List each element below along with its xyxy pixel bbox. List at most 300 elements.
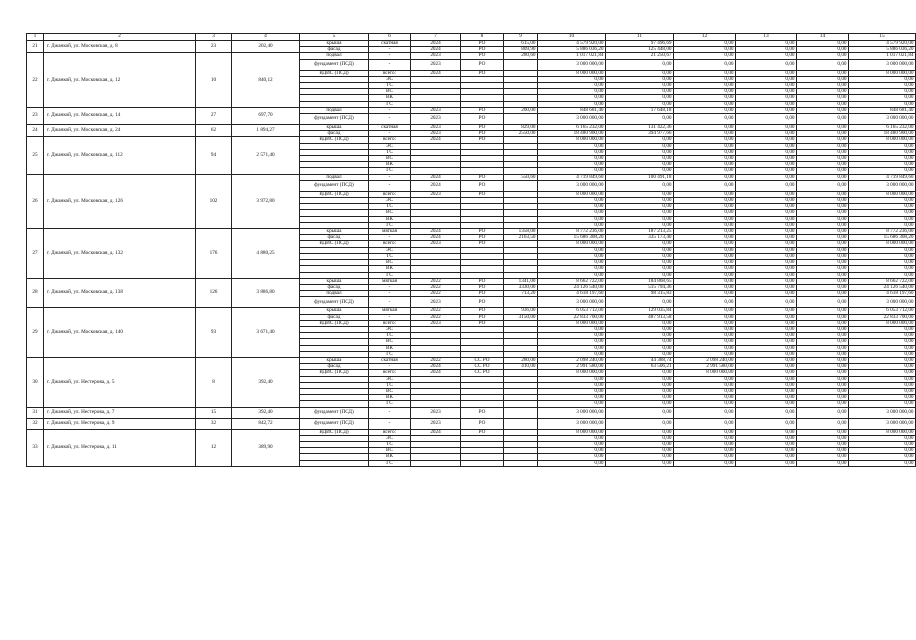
value-cell: 0,00 <box>849 345 916 351</box>
value-cell: 3 000 000,00 <box>538 59 606 70</box>
column-header: 1 <box>27 34 44 41</box>
value-cell: ГС <box>369 351 411 357</box>
value-cell: 18 480 900,00 <box>849 131 916 137</box>
value-cell: 0,00 <box>606 114 674 125</box>
value-cell: ВС <box>369 260 411 266</box>
value-cell: 0,00 <box>797 454 849 460</box>
value-cell: 0,00 <box>674 351 736 357</box>
value-cell: 0,00 <box>674 235 736 241</box>
value-cell: - <box>369 291 411 297</box>
value-cell: 0,00 <box>606 216 674 222</box>
value-cell: 280,60 <box>504 53 538 59</box>
value-cell: 0,00 <box>797 168 849 174</box>
count-cell: 12 <box>196 429 232 466</box>
value-cell: ГС <box>369 460 411 466</box>
work-type-cell: фундамент (ПСД) <box>300 297 369 308</box>
value-cell: 0,00 <box>849 156 916 162</box>
area-cell: 697,70 <box>232 107 300 124</box>
value-cell: 0,00 <box>797 53 849 59</box>
value-cell: РО <box>461 191 504 197</box>
count-cell: 8 <box>196 357 232 407</box>
work-type-cell: фасад <box>300 235 369 241</box>
value-cell: 63 506,21 <box>606 364 674 370</box>
value-cell: ВС <box>369 448 411 454</box>
value-cell: 0,00 <box>849 76 916 82</box>
value-cell: 0,00 <box>797 125 849 131</box>
value-cell: 0,00 <box>736 435 797 441</box>
value-cell: 0,00 <box>849 149 916 155</box>
value-cell: 0,00 <box>736 180 797 191</box>
value-cell: РО <box>461 407 504 418</box>
address-cell: г. Джанкой, ул. Московская, д. 126 <box>44 174 196 228</box>
area-cell: 389,90 <box>232 429 300 466</box>
value-cell: 0,00 <box>797 229 849 235</box>
value-cell: ВС <box>369 339 411 345</box>
value-cell: - <box>369 418 411 429</box>
row-number: 21 <box>27 41 44 53</box>
value-cell: 0,00 <box>674 376 736 382</box>
value-cell: 0,00 <box>606 247 674 253</box>
value-cell: 125 448,00 <box>606 47 674 53</box>
value-cell: 713,20 <box>504 291 538 297</box>
value-cell: 5 886 036,20 <box>849 47 916 53</box>
table-row <box>27 418 916 429</box>
value-cell: СС РО <box>461 364 504 370</box>
value-cell: 8 000 000,00 <box>538 370 606 376</box>
work-type-cell: крыша <box>300 278 369 284</box>
count-cell: 23 <box>196 41 232 53</box>
value-cell: 2023 <box>411 297 461 308</box>
value-cell: - <box>369 53 411 59</box>
value-cell: 0,00 <box>606 260 674 266</box>
value-cell: 0,00 <box>797 382 849 388</box>
value-cell: 0,00 <box>606 95 674 101</box>
address-cell: г. Джанкой, ул. Московская, д. 8 <box>44 41 196 53</box>
value-cell: 0,00 <box>674 260 736 266</box>
value-cell: 22 833 700,00 <box>538 314 606 320</box>
value-cell: 0,00 <box>797 320 849 326</box>
value-cell: 0,00 <box>736 333 797 339</box>
value-cell: 3 000 000,00 <box>849 59 916 70</box>
value-cell: 0,00 <box>606 70 674 76</box>
value-cell: 3 000 000,00 <box>538 407 606 418</box>
value-cell: РО <box>461 107 504 113</box>
area-cell: 202,40 <box>232 41 300 53</box>
value-cell: 0,00 <box>849 376 916 382</box>
value-cell: 8 000 000,00 <box>538 320 606 326</box>
value-cell: 0,00 <box>674 272 736 278</box>
value-cell: РО <box>461 47 504 53</box>
value-cell: 0,00 <box>606 333 674 339</box>
value-cell: 0,00 <box>849 370 916 376</box>
value-cell: мягкая <box>369 308 411 314</box>
value-cell: 0,00 <box>674 83 736 89</box>
value-cell: 0,00 <box>797 266 849 272</box>
value-cell: 0,00 <box>849 454 916 460</box>
value-cell: 0,00 <box>736 284 797 290</box>
value-cell: 0,00 <box>606 407 674 418</box>
value-cell: 0,00 <box>538 156 606 162</box>
work-type-cell: ВДИС (ПСД) <box>300 370 369 376</box>
value-cell: 0,00 <box>674 407 736 418</box>
value-cell: 0,00 <box>674 143 736 149</box>
value-cell: 0,00 <box>736 429 797 435</box>
value-cell: 0,00 <box>606 137 674 143</box>
value-cell: 0,00 <box>849 204 916 210</box>
value-cell: 0,00 <box>736 168 797 174</box>
value-cell: 3 000 000,00 <box>849 407 916 418</box>
value-cell: РО <box>461 235 504 241</box>
value-cell: 8 000 000,00 <box>849 70 916 76</box>
value-cell: 0,00 <box>736 235 797 241</box>
value-cell: 0,00 <box>736 266 797 272</box>
value-cell: 0,00 <box>538 149 606 155</box>
value-cell: 848 681,40 <box>538 107 606 113</box>
value-cell: ВК <box>369 162 411 168</box>
work-type-cell: фасад <box>300 284 369 290</box>
value-cell: 2023 <box>411 53 461 59</box>
value-cell <box>504 418 538 429</box>
work-type-cell: ВДИС (ПСД) <box>300 429 369 435</box>
value-cell: ВК <box>369 395 411 401</box>
value-cell: 0,00 <box>849 210 916 216</box>
value-cell: 829,00 <box>504 125 538 131</box>
value-cell: 2024 <box>411 137 461 143</box>
value-cell: 0,00 <box>797 418 849 429</box>
value-cell: 0,00 <box>606 266 674 272</box>
value-cell: 8 000 000,00 <box>849 429 916 435</box>
value-cell: 0,00 <box>674 320 736 326</box>
area-cell: 392,40 <box>232 407 300 418</box>
row-number: 23 <box>27 107 44 124</box>
work-type-cell: фасад <box>300 131 369 137</box>
value-cell: 0,00 <box>797 162 849 168</box>
value-cell: 0,00 <box>606 89 674 95</box>
value-cell: 0,00 <box>606 401 674 407</box>
value-cell: 44 388,74 <box>606 357 674 363</box>
value-cell: 0,00 <box>606 418 674 429</box>
value-cell: 100 491,18 <box>606 174 674 180</box>
work-type-cell: крыша <box>300 125 369 131</box>
value-cell: СС РО <box>461 357 504 363</box>
value-cell: 0,00 <box>736 156 797 162</box>
value-cell: ГС <box>369 272 411 278</box>
value-cell: 0,00 <box>797 131 849 137</box>
address-cell: г. Джанкой, ул. Московская, д. 140 <box>44 308 196 358</box>
column-header: 10 <box>538 34 606 41</box>
value-cell: ТС <box>369 149 411 155</box>
value-cell: 0,00 <box>736 143 797 149</box>
value-cell: 0,00 <box>674 204 736 210</box>
value-cell: 550,60 <box>504 174 538 180</box>
value-cell: 0,00 <box>538 460 606 466</box>
value-cell: 8 662 722,00 <box>849 278 916 284</box>
row-number: 31 <box>27 407 44 418</box>
value-cell: 15 686 308,20 <box>538 235 606 241</box>
row-number: 24 <box>27 125 44 137</box>
value-cell: 0,00 <box>797 308 849 314</box>
value-cell: 0,00 <box>736 441 797 447</box>
value-cell: ЭС <box>369 76 411 82</box>
value-cell: 1341,00 <box>504 278 538 284</box>
value-cell: - <box>369 131 411 137</box>
value-cell: - <box>369 314 411 320</box>
value-cell: - <box>369 235 411 241</box>
value-cell: 0,00 <box>797 339 849 345</box>
value-cell: ЭС <box>369 435 411 441</box>
value-cell: 0,00 <box>849 435 916 441</box>
value-cell: 0,00 <box>797 333 849 339</box>
value-cell: 0,00 <box>538 260 606 266</box>
value-cell <box>504 460 538 466</box>
value-cell: 0,00 <box>674 59 736 70</box>
value-cell: 3 000 000,00 <box>538 297 606 308</box>
value-cell: 2023 <box>411 114 461 125</box>
value-cell: РО <box>461 137 504 143</box>
work-type-cell: фундамент (ПСД) <box>300 114 369 125</box>
table-row <box>27 407 916 418</box>
value-cell: - <box>369 47 411 53</box>
value-cell: РО <box>461 297 504 308</box>
value-cell: 6 053 712,00 <box>849 308 916 314</box>
count-cell: 93 <box>196 308 232 358</box>
value-cell: 0,00 <box>736 222 797 228</box>
count-cell: 15 <box>196 407 232 418</box>
value-cell: 0,00 <box>797 198 849 204</box>
value-cell: 17 648,18 <box>606 107 674 113</box>
value-cell <box>411 460 461 466</box>
value-cell: 515 794,36 <box>606 284 674 290</box>
value-cell: 0,00 <box>538 272 606 278</box>
work-type-cell: подвал <box>300 174 369 180</box>
value-cell: 0,00 <box>674 382 736 388</box>
value-cell: 0,00 <box>849 216 916 222</box>
value-cell: ВК <box>369 345 411 351</box>
value-cell: 0,00 <box>538 76 606 82</box>
count-cell: 32 <box>196 418 232 429</box>
value-cell: 2022 <box>411 314 461 320</box>
value-cell: 0,00 <box>849 339 916 345</box>
value-cell: РО <box>461 418 504 429</box>
value-cell: 0,00 <box>674 284 736 290</box>
value-cell: РО <box>461 53 504 59</box>
value-cell: 0,00 <box>736 101 797 107</box>
value-cell: 0,00 <box>674 137 736 143</box>
address-cell: г. Джанкой, ул. Московская, д. 14 <box>44 107 196 124</box>
value-cell: 0,00 <box>736 89 797 95</box>
value-cell: 0,00 <box>674 435 736 441</box>
value-cell: 0,00 <box>606 376 674 382</box>
value-cell: 2024 <box>411 47 461 53</box>
value-cell: 0,00 <box>849 266 916 272</box>
value-cell: 0,00 <box>797 435 849 441</box>
value-cell: 0,00 <box>674 53 736 59</box>
value-cell: 0,00 <box>736 131 797 137</box>
value-cell: 2023 <box>411 107 461 113</box>
value-cell: 0,00 <box>736 351 797 357</box>
value-cell: 4 618 197,60 <box>538 291 606 297</box>
value-cell: 0,00 <box>674 460 736 466</box>
address-cell: г. Джанкой, ул. Московская, д. 132 <box>44 229 196 279</box>
value-cell: 0,00 <box>736 291 797 297</box>
value-cell: ТС <box>369 382 411 388</box>
value-cell: 0,00 <box>606 222 674 228</box>
value-cell: 0,00 <box>736 357 797 363</box>
column-header: 5 <box>300 34 369 41</box>
value-cell: 0,00 <box>797 326 849 332</box>
value-cell: ВС <box>369 89 411 95</box>
work-type-cell: фундамент (ПСД) <box>300 59 369 70</box>
value-cell: 6 165 232,00 <box>538 125 606 131</box>
value-cell: ГС <box>369 101 411 107</box>
value-cell: 2024 <box>411 180 461 191</box>
value-cell: 0,00 <box>538 448 606 454</box>
value-cell: 0,00 <box>736 41 797 47</box>
value-cell: 8 000 000,00 <box>538 191 606 197</box>
value-cell: ГС <box>369 168 411 174</box>
value-cell: 2022 <box>411 357 461 363</box>
value-cell: 0,00 <box>797 448 849 454</box>
column-header: 4 <box>232 34 300 41</box>
value-cell: 0,00 <box>849 395 916 401</box>
value-cell: 0,00 <box>797 174 849 180</box>
value-cell: - <box>369 180 411 191</box>
value-cell: - <box>369 114 411 125</box>
value-cell: 0,00 <box>606 320 674 326</box>
value-cell: 0,00 <box>797 70 849 76</box>
value-cell: 0,00 <box>606 241 674 247</box>
value-cell: 0,00 <box>797 388 849 394</box>
value-cell: 2163,50 <box>504 235 538 241</box>
value-cell: 0,00 <box>736 137 797 143</box>
value-cell: 0,00 <box>606 460 674 466</box>
address-cell: г. Джанкой, ул. Нестерова, д. 5 <box>44 357 196 407</box>
value-cell: 0,00 <box>849 222 916 228</box>
value-cell: 0,00 <box>797 297 849 308</box>
work-type-cell: подвал <box>300 291 369 297</box>
value-cell: 184 868,65 <box>606 278 674 284</box>
value-cell: 0,00 <box>797 364 849 370</box>
value-cell: 0,00 <box>849 253 916 259</box>
value-cell: 0,00 <box>849 460 916 466</box>
value-cell: 0,00 <box>797 370 849 376</box>
value-cell: 0,00 <box>674 131 736 137</box>
value-cell: 129 035,84 <box>606 308 674 314</box>
column-header: 12 <box>674 34 736 41</box>
work-type-cell: фасад <box>300 47 369 53</box>
area-cell: 2 571,40 <box>232 137 300 174</box>
value-cell: 8 000 000,00 <box>538 137 606 143</box>
value-cell: 0,00 <box>736 364 797 370</box>
area-cell: 392,40 <box>232 357 300 407</box>
value-cell: 0,00 <box>736 401 797 407</box>
value-cell: 0,00 <box>538 376 606 382</box>
value-cell: 0,00 <box>849 247 916 253</box>
value-cell: 3 000 000,00 <box>538 418 606 429</box>
value-cell: 0,00 <box>606 382 674 388</box>
row-number: 22 <box>27 53 44 107</box>
value-cell: 0,00 <box>538 435 606 441</box>
value-cell: 0,00 <box>849 326 916 332</box>
value-cell: 0,00 <box>538 326 606 332</box>
value-cell: 0,00 <box>538 454 606 460</box>
value-cell: 0,00 <box>606 191 674 197</box>
value-cell: 0,00 <box>849 272 916 278</box>
count-cell: 27 <box>196 107 232 124</box>
value-cell: 0,00 <box>736 382 797 388</box>
count-cell: 10 <box>196 53 232 107</box>
value-cell: всего: <box>369 320 411 326</box>
value-cell: 3 000 000,00 <box>849 418 916 429</box>
value-cell: 8 000 000,00 <box>849 137 916 143</box>
value-cell: 4 579 920,00 <box>538 41 606 47</box>
value-cell: 410,00 <box>504 364 538 370</box>
value-cell: 0,00 <box>736 448 797 454</box>
work-type-cell: подвал <box>300 107 369 113</box>
value-cell <box>504 407 538 418</box>
column-header: 13 <box>736 34 797 41</box>
value-cell: 1 017 021,84 <box>538 53 606 59</box>
value-cell: 0,00 <box>674 333 736 339</box>
value-cell: 3 000 000,00 <box>849 114 916 125</box>
value-cell: 0,00 <box>674 47 736 53</box>
value-cell: 0,00 <box>797 156 849 162</box>
value-cell: ВК <box>369 454 411 460</box>
value-cell: 0,00 <box>538 198 606 204</box>
value-cell: 0,00 <box>674 418 736 429</box>
value-cell: 2023 <box>411 241 461 247</box>
value-cell: 8 662 722,00 <box>538 278 606 284</box>
value-cell: 0,00 <box>606 162 674 168</box>
value-cell: 0,00 <box>674 448 736 454</box>
value-cell: ГС <box>369 401 411 407</box>
value-cell: 200,00 <box>504 107 538 113</box>
value-cell: 0,00 <box>606 388 674 394</box>
area-cell: 840,12 <box>232 53 300 107</box>
value-cell: 0,00 <box>736 370 797 376</box>
value-cell: - <box>369 284 411 290</box>
value-cell: 0,00 <box>736 95 797 101</box>
value-cell: 2023 <box>411 407 461 418</box>
value-cell: 1358,00 <box>504 229 538 235</box>
value-cell: РО <box>461 125 504 131</box>
value-cell: 0,00 <box>736 53 797 59</box>
value-cell: 0,00 <box>736 308 797 314</box>
value-cell: 0,00 <box>674 266 736 272</box>
area-cell: 842,72 <box>232 418 300 429</box>
address-cell: г. Джанкой, ул. Московская, д. 24 <box>44 125 196 137</box>
value-cell: 0,00 <box>736 278 797 284</box>
value-cell: 487 913,58 <box>606 314 674 320</box>
value-cell: 0,00 <box>849 441 916 447</box>
value-cell: ВС <box>369 156 411 162</box>
value-cell: 0,00 <box>538 333 606 339</box>
value-cell: 0,00 <box>736 107 797 113</box>
value-cell: 0,00 <box>849 401 916 407</box>
value-cell: 0,00 <box>674 168 736 174</box>
value-cell: 0,00 <box>606 101 674 107</box>
value-cell: 0,00 <box>538 339 606 345</box>
value-cell: 8 000 000,00 <box>849 320 916 326</box>
value-cell: 0,00 <box>674 441 736 447</box>
value-cell: 0,00 <box>797 191 849 197</box>
value-cell: 0,00 <box>736 204 797 210</box>
value-cell: 2024 <box>411 364 461 370</box>
value-cell: 0,00 <box>606 143 674 149</box>
value-cell: 0,00 <box>849 101 916 107</box>
value-cell: 2024 <box>411 41 461 47</box>
value-cell: 0,00 <box>538 351 606 357</box>
